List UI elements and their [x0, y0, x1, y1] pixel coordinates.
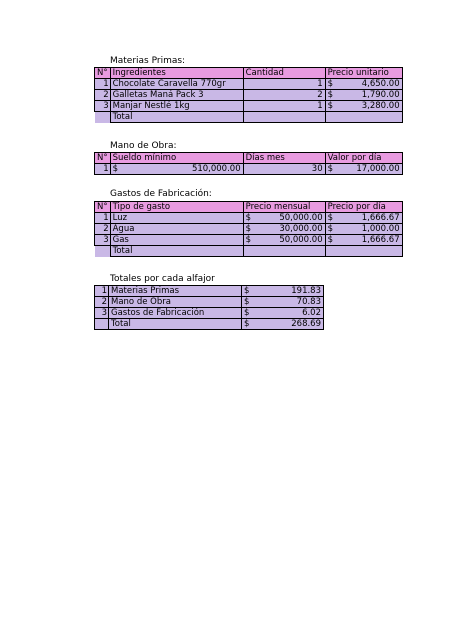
- currency-symbol: $: [327, 213, 334, 223]
- total-label: Total: [110, 246, 243, 257]
- table-row: [95, 224, 403, 235]
- table-row: [95, 79, 403, 90]
- ingredient-qty: 1: [243, 79, 325, 90]
- currency-symbol: $: [327, 90, 334, 100]
- total-row: [95, 319, 324, 330]
- row-number: 1: [95, 164, 111, 175]
- row-number: [95, 319, 109, 330]
- total-label: Total: [109, 319, 242, 330]
- total-item-value: [242, 308, 324, 319]
- total-item-name: Mano de Obra: [109, 297, 242, 308]
- mensual-cell: [243, 213, 325, 224]
- ingredient-price: [325, 90, 402, 101]
- currency-symbol: $: [244, 286, 250, 296]
- mensual-cell: [243, 224, 325, 235]
- totales-table: [94, 285, 324, 330]
- row-number: 2: [95, 90, 111, 101]
- total-row: [95, 112, 403, 123]
- row-number: 2: [95, 297, 109, 308]
- row-number: 3: [95, 308, 109, 319]
- header-cantidad: Cantidad: [243, 68, 325, 79]
- row-number: 2: [95, 224, 111, 235]
- table-header-row: [95, 202, 403, 213]
- header-number: N°: [95, 153, 111, 164]
- table-header-row: [95, 68, 403, 79]
- mensual-value: 50,000.00: [279, 213, 323, 223]
- header-precio-dia: Precio por día: [325, 202, 402, 213]
- dia-cell: [325, 235, 402, 246]
- currency-symbol: $: [327, 224, 334, 234]
- row-number: 1: [95, 286, 109, 297]
- table-row: [95, 235, 403, 246]
- gasto-name: Gas: [110, 235, 243, 246]
- total-empty-cell: [243, 246, 325, 257]
- gastos-title: Gastos de Fabricación:: [110, 189, 212, 199]
- table-row: [95, 90, 403, 101]
- sueldo-value: 510,000.00: [191, 164, 241, 174]
- valor-value: 17,000.00: [356, 164, 400, 174]
- ingredient-qty: 1: [243, 101, 325, 112]
- gasto-name: Agua: [110, 224, 243, 235]
- currency-symbol: $: [245, 224, 252, 234]
- mano-table: [94, 152, 403, 175]
- dia-cell: [325, 213, 402, 224]
- price-value: 4,650.00: [361, 79, 400, 89]
- header-number: N°: [95, 202, 111, 213]
- gastos-table: [94, 201, 403, 257]
- grand-total-value: [242, 319, 324, 330]
- dia-value: 1,000.00: [361, 224, 400, 234]
- total-item-value: [242, 286, 324, 297]
- ingredient-name: Chocolate Caravella 770gr: [110, 79, 243, 90]
- total-item-name: Gastos de Fabricación: [109, 308, 242, 319]
- ingredient-name: Galletas Maná Pack 3: [110, 90, 243, 101]
- total-label: Total: [110, 112, 243, 123]
- total-empty-cell: [325, 112, 402, 123]
- total-row: [95, 246, 403, 257]
- mensual-value: 30,000.00: [279, 224, 323, 234]
- value: 70.83: [296, 297, 321, 307]
- header-sueldo: Sueldo mínimo: [110, 153, 243, 164]
- currency-symbol: $: [244, 297, 250, 307]
- header-dias: Días mes: [243, 153, 325, 164]
- ingredient-price: [325, 101, 402, 112]
- mensual-value: 50,000.00: [279, 235, 323, 245]
- gasto-name: Luz: [110, 213, 243, 224]
- price-value: 3,280.00: [361, 101, 400, 111]
- table-row: [95, 297, 324, 308]
- currency-symbol: $: [112, 164, 119, 174]
- currency-symbol: $: [245, 235, 252, 245]
- sueldo-cell: [110, 164, 243, 175]
- totales-title: Totales por cada alfajor: [110, 274, 215, 284]
- total-empty-cell: [325, 246, 402, 257]
- header-ingredientes: Ingredientes: [110, 68, 243, 79]
- total-item-value: [242, 297, 324, 308]
- value: 268.69: [291, 319, 321, 329]
- header-precio-mensual: Precio mensual: [243, 202, 325, 213]
- table-header-row: [95, 153, 403, 164]
- row-number: 3: [95, 101, 111, 112]
- dias-value: 30: [243, 164, 325, 175]
- valor-cell: [325, 164, 402, 175]
- ingredient-price: [325, 79, 402, 90]
- row-number: 1: [95, 213, 111, 224]
- materias-table: [94, 67, 403, 123]
- currency-symbol: $: [244, 308, 250, 318]
- dia-cell: [325, 224, 402, 235]
- table-row: [95, 308, 324, 319]
- price-value: 1,790.00: [361, 90, 400, 100]
- currency-symbol: $: [245, 213, 252, 223]
- header-precio-unitario: Precio unitario: [325, 68, 402, 79]
- currency-symbol: $: [327, 79, 334, 89]
- total-empty-cell: [243, 112, 325, 123]
- ingredient-name: Manjar Nestlé 1kg: [110, 101, 243, 112]
- materias-title: Materias Primas:: [110, 56, 186, 66]
- mensual-cell: [243, 235, 325, 246]
- dia-value: 1,666.67: [361, 235, 400, 245]
- table-row: [95, 164, 403, 175]
- ingredient-qty: 2: [243, 90, 325, 101]
- row-number: 3: [95, 235, 111, 246]
- table-row: [95, 286, 324, 297]
- table-row: [95, 213, 403, 224]
- table-row: [95, 101, 403, 112]
- header-number: N°: [95, 68, 111, 79]
- total-index-cell: [95, 112, 111, 123]
- currency-symbol: $: [327, 101, 334, 111]
- currency-symbol: $: [244, 319, 250, 329]
- dia-value: 1,666.67: [361, 213, 400, 223]
- header-tipo: Tipo de gasto: [110, 202, 243, 213]
- currency-symbol: $: [327, 235, 334, 245]
- total-index-cell: [95, 246, 111, 257]
- value: 6.02: [302, 308, 321, 318]
- header-valor: Valor por día: [325, 153, 402, 164]
- total-item-name: Materias Primas: [109, 286, 242, 297]
- row-number: 1: [95, 79, 111, 90]
- value: 191.83: [291, 286, 321, 296]
- mano-title: Mano de Obra:: [110, 141, 177, 151]
- currency-symbol: $: [327, 164, 334, 174]
